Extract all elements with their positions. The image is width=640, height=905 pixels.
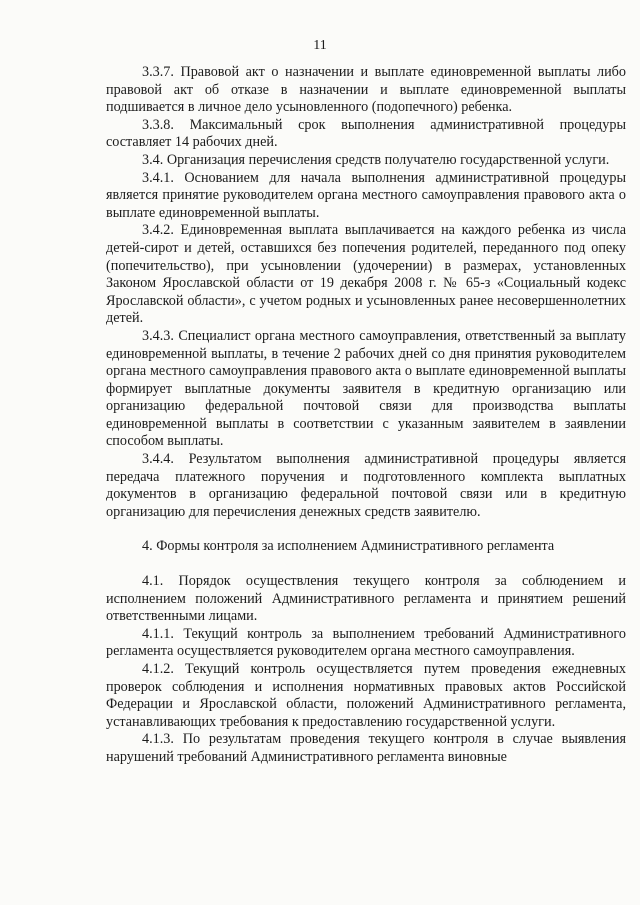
paragraph-3-3-8: 3.3.8. Максимальный срок выполнения административной процедуры составляет 14 рабочих дней.: [106, 116, 626, 151]
paragraph-3-4-3: 3.4.3. Специалист органа местного самоуправления, ответственный за выплату единовременной выплаты, в течение 2 рабочих дней со дня принятия руководителем органа местного самоуправления правового акта о выплате единовременной выплаты формирует выплатные документы заявителя в кредитную организацию или организацию федеральной почтовой связи для производства выплаты единовременной выплаты в соответствии с указанным заявителем в заявлении способом выплаты.: [106, 327, 626, 450]
paragraph-4-1-3: 4.1.3. По результатам проведения текущего контроля в случае выявления нарушений требований Административного регламента виновные: [106, 731, 626, 765]
paragraph-4-1-2: 4.1.2. Текущий контроль осуществляется путем проведения ежедневных проверок соблюдения и исполнения нормативных правовых актов Российской Федерации и Ярославской области, положений Административного регламента, устанавливающих требования к предоставлению государственной услуги.: [106, 661, 626, 730]
section-heading: 4. Формы контроля за исполнением Административного регламента: [142, 538, 555, 555]
paragraph-4-1-1: 4.1.1. Текущий контроль за выполнением требований Административного регламента осуществляется руководителем органа местного самоуправления.: [106, 625, 626, 660]
paragraph-3-4-4: 3.4.4. Результатом выполнения административной процедуры является передача платежного поручения и подготовленного комплекта выплатных документов в организацию федеральной почтовой связи или в кредитную организацию для перечисления денежных средств заявителю.: [106, 451, 626, 520]
paragraph-4-1: 4.1. Порядок осуществления текущего контроля за соблюдением и исполнением положений Административного регламента и принятием решений ответственными лицами.: [106, 573, 626, 625]
page-number: 11: [313, 38, 327, 53]
paragraph-3-3-7: 3.3.7. Правовой акт о назначении и выплате единовременной выплаты либо правовой акт об отказе в назначении и выплате единовременной выплаты подшивается в личное дело усыновленного (подопечного) ребенка.: [106, 64, 626, 116]
paragraph-3-4: 3.4. Организация перечисления средств получателю государственной услуги.: [142, 151, 610, 168]
document-body: [106, 64, 626, 767]
paragraph-3-4-2: 3.4.2. Единовременная выплата выплачивается на каждого ребенка из числа детей-сирот и детей, оставшихся без попечения родителей, переданного под опеку (попечительство), при усыновлении (удочерении) в размерах, установленных Законом Ярославской области от 19 декабря 2008 г. № 65-з «Социальный кодекс Ярославской области», с учетом родных и усыновленных ранее несовершеннолетних детей.: [106, 222, 626, 327]
paragraph-3-4-1: 3.4.1. Основанием для начала выполнения административной процедуры является принятие руководителем органа местного самоуправления правового акта о выплате единовременной выплаты.: [106, 169, 626, 221]
